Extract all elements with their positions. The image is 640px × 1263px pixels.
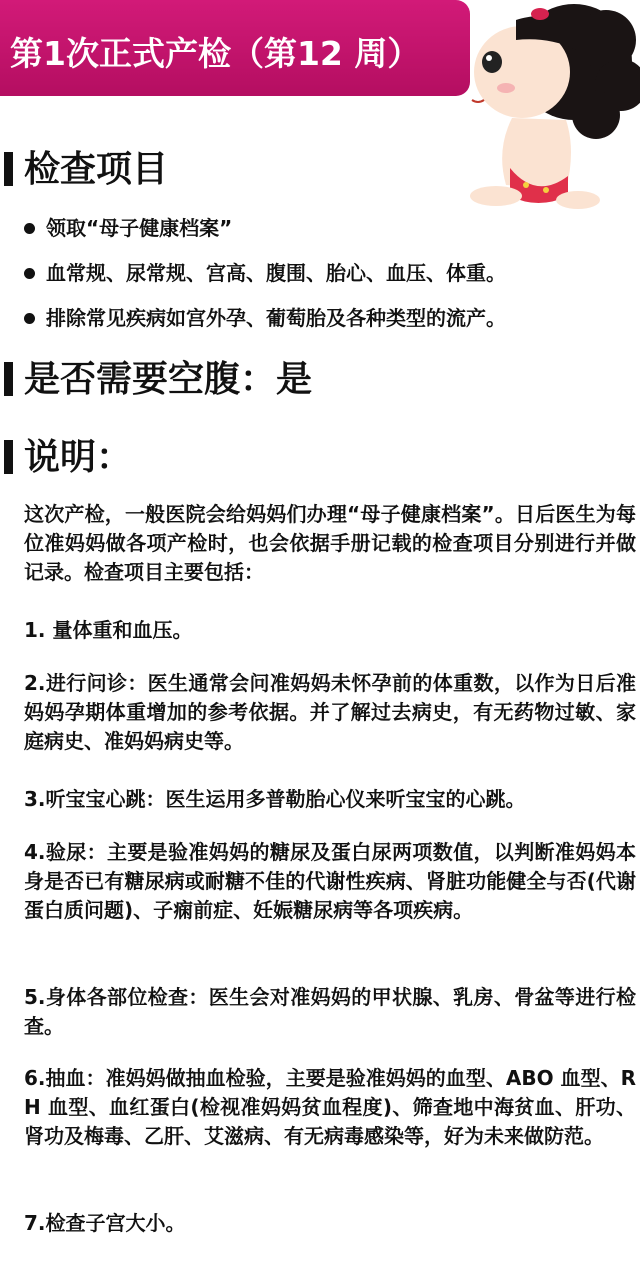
notes-item-1: 1. 量体重和血压。 xyxy=(24,618,193,642)
heading-bar xyxy=(4,440,13,474)
notes-item-3: 3.听宝宝心跳：医生运用多普勒胎心仪来听宝宝的心跳。 xyxy=(24,787,526,811)
notes-item-7: 7.检查子宫大小。 xyxy=(24,1211,186,1235)
notes-intro: 这次产检，一般医院会给妈妈们办理“母子健康档案”。日后医生为每位准妈妈做各项产检时，也会依据手册记载的检查项目分别进行并做记录。检查项目主要包括： xyxy=(24,502,636,584)
notes-item-5: 5.身体各部位检查：医生会对准妈妈的甲状腺、乳房、骨盆等进行检查。 xyxy=(24,985,636,1038)
heading-bar xyxy=(4,362,13,396)
bullet-dot-icon xyxy=(24,313,35,324)
cartoon-girl-mascot-icon xyxy=(456,0,640,215)
heading-bar xyxy=(4,152,13,186)
heading-text: 说明： xyxy=(24,437,133,478)
list-item-text: 领取“母子健康档案” xyxy=(46,216,233,240)
bullet-dot-icon xyxy=(24,268,35,279)
title-banner xyxy=(0,0,470,96)
list-item-text: 血常规、尿常规、宫高、腹围、胎心、血压、体重。 xyxy=(46,261,506,285)
notes-item-2: 2.进行问诊：医生通常会问准妈妈未怀孕前的体重数，以作为日后准妈妈孕期体重增加的参考依据。并了解过去病史，有无药物过敏、家庭病史、准妈妈病史等。 xyxy=(24,671,636,753)
list-item-text: 排除常见疾病如宫外孕、葡萄胎及各种类型的流产。 xyxy=(46,306,506,330)
notes-item-4: 4.验尿：主要是验准妈妈的糖尿及蛋白尿两项数值，以判断准妈妈本身是否已有糖尿病或耐糖不佳的代谢性疾病、肾脏功能健全与否(代谢蛋白质问题)、子痫前症、妊娠糖尿病等各项疾病。 xyxy=(24,840,636,922)
heading-text: 是否需要空腹：是 xyxy=(24,359,313,400)
heading-text: 检查项目 xyxy=(24,149,169,190)
notes-item-6: 6.抽血：准妈妈做抽血检验，主要是验准妈妈的血型、ABO 血型、RH 血型、血红蛋白(检视准妈妈贫血程度)、筛查地中海贫血、肝功、肾功及梅毒、乙肝、艾滋病、有无病毒感染等，好为未来做防范。 xyxy=(24,1066,636,1148)
page-title: 第1次正式产检（第12 周） xyxy=(10,34,421,73)
bullet-dot-icon xyxy=(24,223,35,234)
